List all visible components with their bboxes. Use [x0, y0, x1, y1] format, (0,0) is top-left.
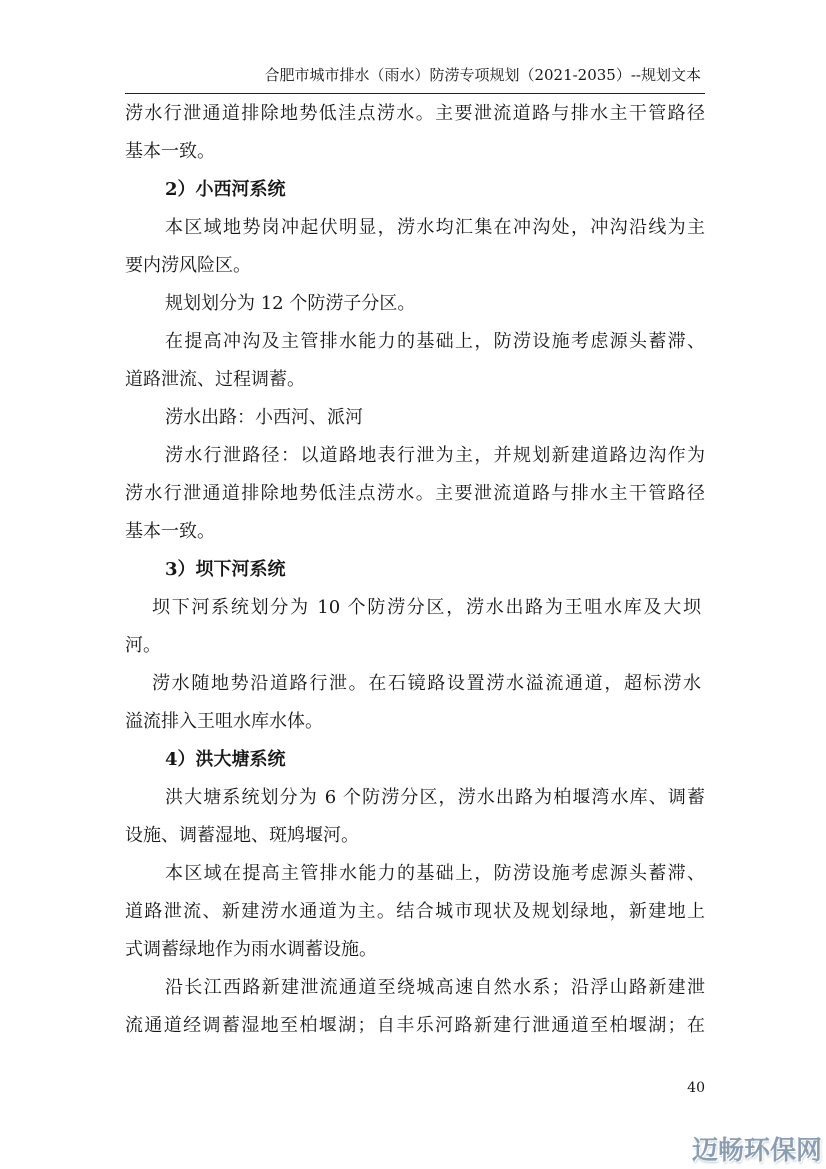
text-line: 涝水随地势沿道路行泄。在石镜路设置涝水溢流通道，超标涝水	[152, 673, 701, 694]
text-line: 本区域地势岗冲起伏明显，涝水均汇集在冲沟处，冲沟沿线为主	[165, 217, 705, 238]
text-line: 洪大塘系统划分为 6 个防涝分区，涝水出路为柏堰湾水库、调蓄	[165, 787, 705, 808]
section-heading: 2）小西河系统	[165, 179, 286, 200]
text-line: 道路泄流、过程调蓄。	[125, 369, 305, 390]
text-line: 溢流排入王咀水库水体。	[125, 711, 323, 732]
body-text	[125, 95, 705, 1045]
text-line: 要内涝风险区。	[125, 255, 251, 276]
section-heading: 3）坝下河系统	[165, 559, 286, 580]
page-header	[125, 62, 705, 94]
text-line: 涝水行泄通道排除地势低洼点涝水。主要泄流道路与排水主干管路径	[125, 483, 705, 504]
text-line: 流通道经调蓄湿地至柏堰湖；自丰乐河路新建行泄通道至柏堰湖；在	[125, 1015, 705, 1036]
text-line: 沿长江西路新建泄流通道至绕城高速自然水系；沿浮山路新建泄	[165, 977, 705, 998]
text-line: 本区域在提高主管排水能力的基础上，防涝设施考虑源头蓄滞、	[165, 863, 705, 884]
text-line: 涝水行泄通道排除地势低洼点涝水。主要泄流道路与排水主干管路径	[125, 103, 705, 124]
text-line: 道路泄流、新建涝水通道为主。结合城市现状及规划绿地，新建地上	[125, 901, 705, 922]
section-heading: 4）洪大塘系统	[165, 749, 286, 770]
text-line: 涝水出路：小西河、派河	[165, 407, 363, 428]
text-line: 坝下河系统划分为 10 个防涝分区，涝水出路为王咀水库及大坝	[152, 597, 701, 618]
text-line: 涝水行泄路径：以道路地表行泄为主，并规划新建道路边沟作为	[165, 445, 705, 466]
text-line: 在提高冲沟及主管排水能力的基础上，防涝设施考虑源头蓄滞、	[165, 331, 705, 352]
text-line: 规划划分为 12 个防涝子分区。	[165, 293, 416, 314]
text-line: 基本一致。	[125, 141, 215, 162]
text-line: 式调蓄绿地作为雨水调蓄设施。	[125, 939, 377, 960]
text-line: 设施、调蓄湿地、斑鸠堰河。	[125, 825, 359, 846]
text-line: 河。	[125, 635, 161, 656]
page-number: 40	[687, 1080, 705, 1096]
watermark-logo: 迈畅环保网	[691, 1136, 822, 1166]
header-title: 合肥市城市排水（雨水）防涝专项规划（2021-2035）--规划文本	[264, 66, 701, 84]
text-line: 基本一致。	[125, 521, 215, 542]
